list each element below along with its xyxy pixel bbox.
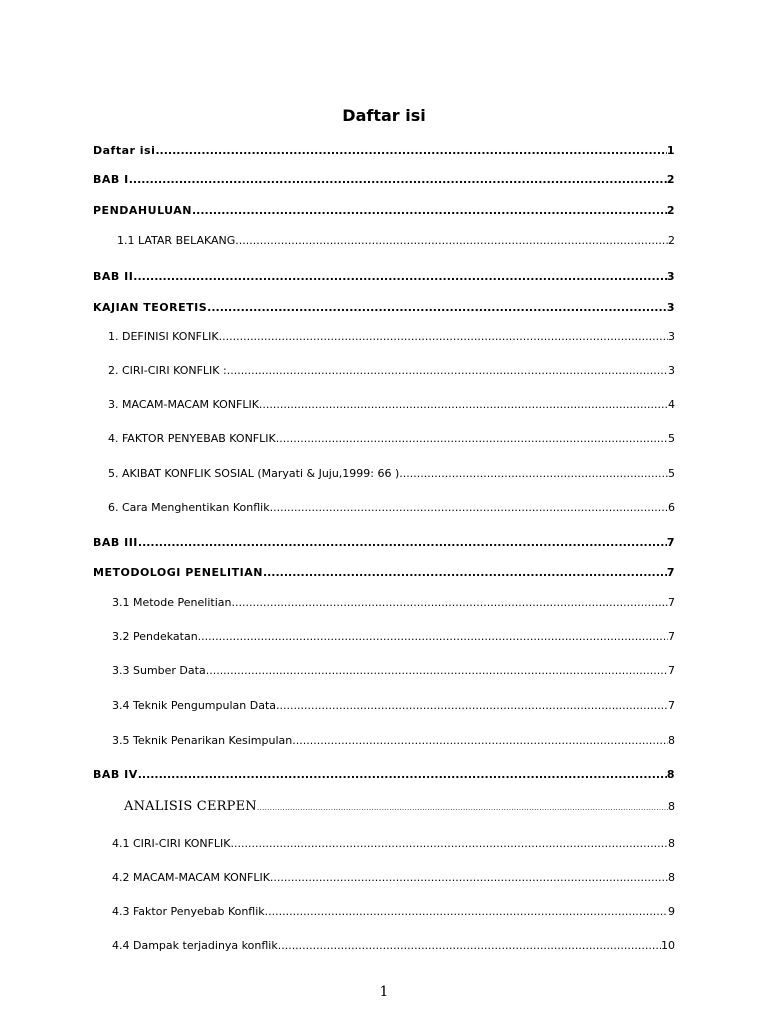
toc-entry-label: 3.2 Pendekatan (112, 630, 198, 643)
toc-entry[interactable] (0, 171, 768, 189)
toc-entry-page: 8 (668, 871, 675, 884)
toc-entry[interactable] (0, 202, 768, 220)
toc-entry-page: 5 (668, 467, 675, 480)
toc-entry-label: 4.4 Dampak terjadinya konflik (112, 939, 278, 952)
toc-entry[interactable] (0, 835, 768, 853)
toc-entry-page: 7 (668, 630, 675, 643)
toc-entry-page: 3 (666, 301, 675, 314)
toc-entry-page: 2 (668, 234, 675, 247)
toc-entry[interactable] (0, 594, 768, 612)
toc-entry-page: 10 (661, 939, 675, 952)
toc-entry[interactable] (0, 396, 768, 414)
toc-entry-page: 7 (666, 566, 675, 579)
toc-entry-label: 3. MACAM-MACAM KONFLIK (108, 398, 259, 411)
toc-entry-page: 5 (668, 432, 675, 445)
toc-entry-label: BAB I (93, 173, 129, 186)
toc-entry-page: 6 (668, 501, 675, 514)
toc-entry-page: 2 (666, 173, 675, 186)
toc-entry-label: 4.3 Faktor Penyebab Konflik (112, 905, 265, 918)
toc-entry-label: 1.1 LATAR BELAKANG (117, 234, 236, 247)
toc-entry[interactable] (0, 299, 768, 317)
toc-entry[interactable] (0, 232, 768, 250)
toc-entry-label: 1. DEFINISI KONFLIK (108, 330, 219, 343)
toc-entry-page: 8 (666, 768, 675, 781)
page-title: Daftar isi (342, 106, 426, 125)
toc-entry[interactable] (0, 499, 768, 517)
toc-entry[interactable] (0, 465, 768, 483)
toc-entry-page: 1 (666, 144, 675, 157)
toc-entry-label: BAB III (93, 536, 138, 549)
toc-entry-label: 6. Cara Menghentikan Konflik (108, 501, 270, 514)
toc-entry-label: 3.3 Sumber Data (112, 664, 206, 677)
toc-entry[interactable] (0, 564, 768, 582)
toc-entry-label: PENDAHULUAN (93, 204, 192, 217)
toc-entry-label: 3.4 Teknik Pengumpulan Data (112, 699, 277, 712)
toc-entry-label: Daftar isi (93, 144, 156, 157)
toc-entry[interactable] (0, 430, 768, 448)
toc-entry[interactable] (0, 534, 768, 552)
toc-entry[interactable] (0, 732, 768, 750)
toc-entry-label: 4.1 CIRI-CIRI KONFLIK (112, 837, 231, 850)
toc-entry-label: METODOLOGI PENELITIAN (93, 566, 263, 579)
toc-entry[interactable] (0, 766, 768, 784)
toc-entry-label: 3.5 Teknik Penarikan Kesimpulan (112, 734, 293, 747)
toc-entry-label: BAB IV (93, 768, 138, 781)
toc-entry-page: 8 (668, 837, 675, 850)
toc-entry[interactable] (0, 268, 768, 286)
page-number: 1 (379, 984, 389, 1000)
toc-entry-label: 4.2 MACAM-MACAM KONFLIK (112, 871, 270, 884)
toc-entry-label: ANALISIS CERPEN (124, 799, 257, 814)
toc-entry-page: 3 (668, 330, 675, 343)
toc-entry[interactable] (0, 869, 768, 887)
toc-entry-page: 7 (668, 664, 675, 677)
toc-entry[interactable] (0, 362, 768, 380)
toc-entry-page: 7 (666, 536, 675, 549)
toc-entry-label: 4. FAKTOR PENYEBAB KONFLIK (108, 432, 276, 445)
toc-entry-page: 4 (668, 398, 675, 411)
toc-entry-page: 3 (666, 270, 675, 283)
toc-entry-page: 3 (668, 364, 675, 377)
toc-entry-page: 8 (668, 800, 675, 813)
toc-entry-page: 2 (666, 204, 675, 217)
toc-entry-label: 2. CIRI-CIRI KONFLIK : (108, 364, 227, 377)
toc-entry[interactable] (0, 798, 768, 816)
toc-entry-page: 9 (668, 905, 675, 918)
toc-entry[interactable] (0, 903, 768, 921)
toc-entry-page: 7 (668, 699, 675, 712)
toc-entry[interactable] (0, 662, 768, 680)
toc-entry-label: 3.1 Metode Penelitian (112, 596, 232, 609)
toc-entry-page: 7 (668, 596, 675, 609)
toc-entry-label: KAJIAN TEORETIS (93, 301, 208, 314)
toc-entry[interactable] (0, 328, 768, 346)
toc-entry[interactable] (0, 142, 768, 160)
toc-entry-label: BAB II (93, 270, 134, 283)
toc-entry[interactable] (0, 937, 768, 955)
toc-entry-page: 8 (668, 734, 675, 747)
toc-entry-label: 5. AKIBAT KONFLIK SOSIAL (Maryati & Juju,1999: 66 ) (108, 467, 400, 480)
toc-entry[interactable] (0, 628, 768, 646)
toc-entry[interactable] (0, 697, 768, 715)
